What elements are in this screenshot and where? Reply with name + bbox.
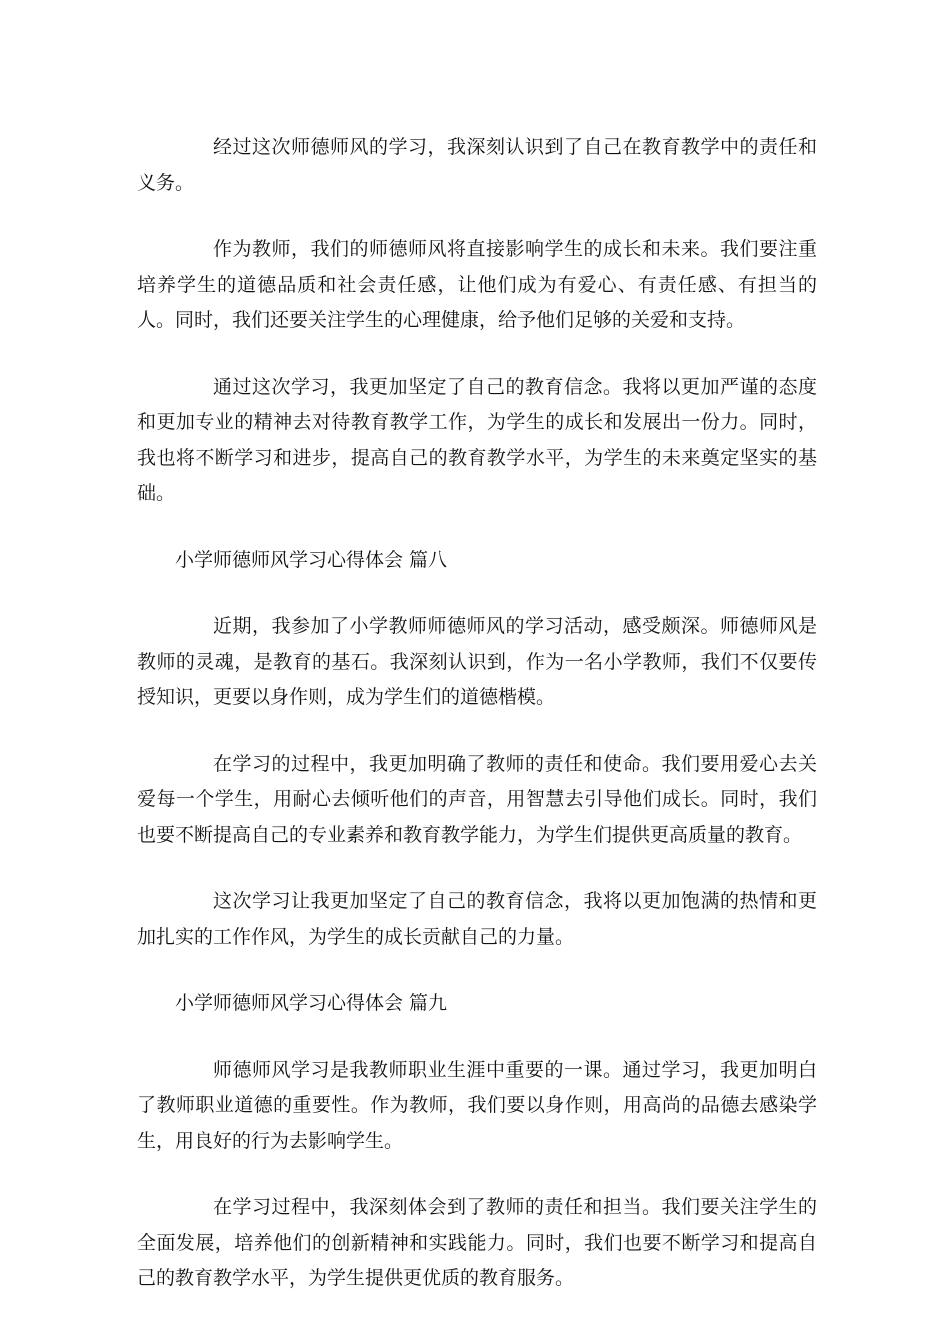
paragraph: 师德师风学习是我教师职业生涯中重要的一课。通过学习，我更加明白了教师职业道德的重要性。作为教师，我们要以身作则，用高尚的品德去感染学生，用良好的行为去影响学生。 (137, 1058, 817, 1152)
section-heading-9: 小学师德师风学习心得体会 篇九 (175, 992, 448, 1014)
document-body (137, 130, 817, 1328)
paragraph: 作为教师，我们的师德师风将直接影响学生的成长和未来。我们要注重培养学生的道德品质和社会责任感，让他们成为有爱心、有责任感、有担当的人。同时，我们还要关注学生的心理健康，给予他们足够的关爱和支持。 (137, 238, 817, 331)
paragraph: 这次学习让我更加坚定了自己的教育信念，我将以更加饱满的热情和更加扎实的工作作风，为学生的成长贡献自己的力量。 (137, 890, 817, 948)
paragraph: 近期，我参加了小学教师师德师风的学习活动，感受颇深。师德师风是教师的灵魂，是教育的基石。我深刻认识到，作为一名小学教师，我们不仅要传授知识，更要以身作则，成为学生们的道德楷模。 (137, 615, 817, 708)
paragraph: 经过这次师德师风的学习，我深刻认识到了自己在教育教学中的责任和义务。 (137, 136, 817, 194)
section-heading-8: 小学师德师风学习心得体会 篇八 (175, 548, 448, 571)
paragraph: 在学习过程中，我深刻体会到了教师的责任和担当。我们要关注学生的全面发展，培养他们的创新精神和实践能力。同时，我们也要不断学习和提高自己的教育教学水平，为学生提供更优质的教育服务。 (137, 1196, 817, 1289)
paragraph: 通过这次学习，我更加坚定了自己的教育信念。我将以更加严谨的态度和更加专业的精神去对待教育教学工作，为学生的成长和发展出一份力。同时，我也将不断学习和进步，提高自己的教育教学水平，为学生的未来奠定坚实的基础。 (137, 375, 817, 504)
paragraph: 在学习的过程中，我更加明确了教师的责任和使命。我们要用爱心去关爱每一个学生，用耐心去倾听他们的声音，用智慧去引导他们成长。同时，我们也要不断提高自己的专业素养和教育教学能力，为学生们提供更高质量的教育。 (137, 752, 817, 846)
